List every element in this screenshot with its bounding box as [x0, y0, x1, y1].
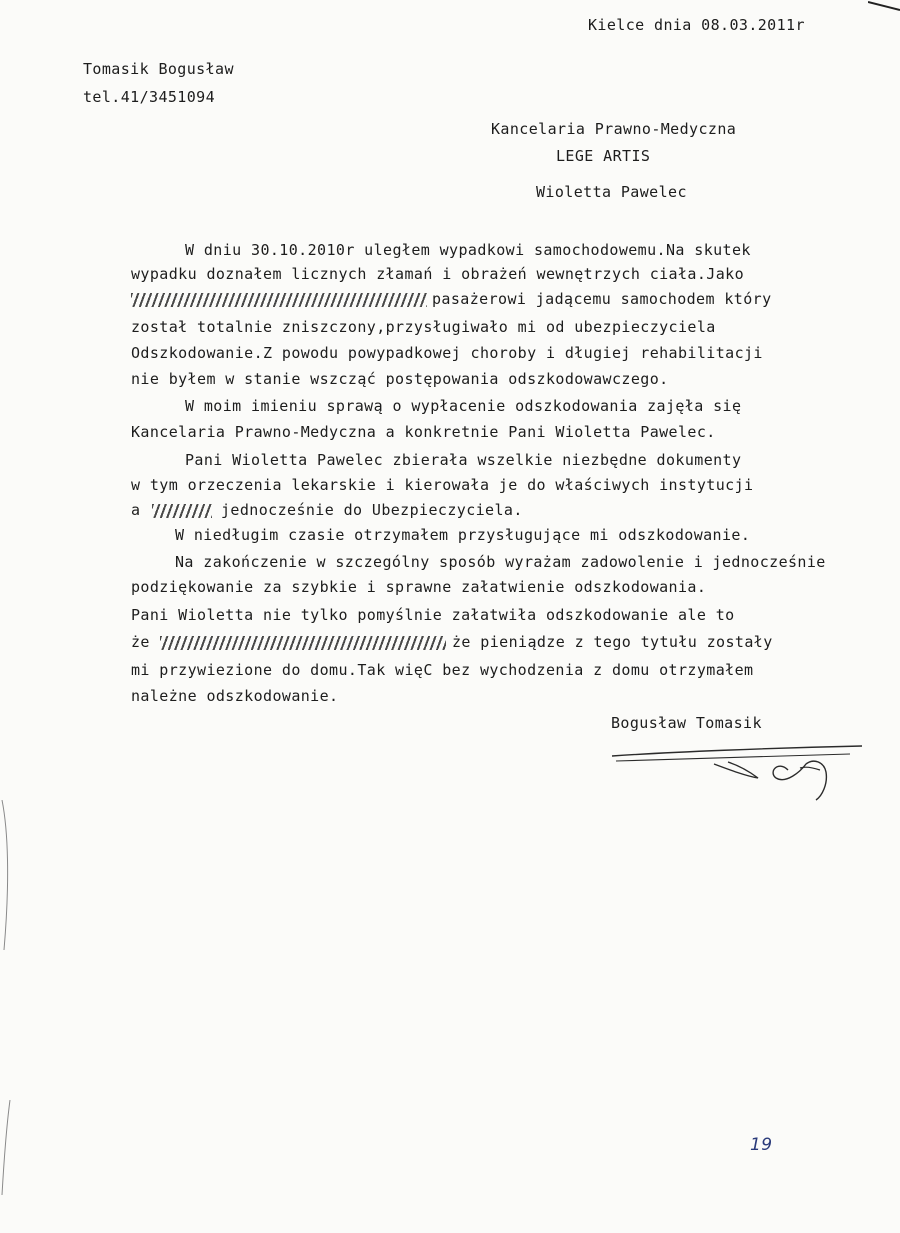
typed-signature-name: Bogusław Tomasik — [611, 714, 762, 732]
corner-mark — [868, 0, 900, 14]
body-line: W niedługim czasie otrzymałem przysługujące mi odszkodowanie. — [175, 526, 751, 544]
body-line: w tym orzeczenia lekarskie i kierowała je do właściwych instytucji — [131, 476, 754, 494]
body-line: Na zakończenie w szczególny sposób wyrażam zadowolenie i jednocześnie — [175, 553, 826, 571]
binding-mark — [0, 1100, 12, 1200]
crossed-out-text — [152, 504, 212, 518]
sender-phone: tel.41/3451094 — [83, 88, 216, 106]
crossed-out-text — [131, 293, 427, 307]
body-line: pasażerowi jadącemu samochodem który — [432, 290, 772, 308]
body-line: a — [131, 501, 141, 519]
body-line: mi przywiezione do domu.Tak więC bez wychodzenia z domu otrzymałem — [131, 661, 754, 679]
body-line: nie byłem w stanie wszcząć postępowania odszkodowawczego. — [131, 370, 669, 388]
body-line: W dniu 30.10.2010r uległem wypadkowi samochodowemu.Na skutek — [185, 241, 751, 259]
page-number-handwritten: 19 — [750, 1135, 773, 1155]
crossed-out-text — [160, 636, 446, 650]
body-line: że pieniądze z tego tytułu zostały — [452, 633, 773, 651]
body-line: W moim imieniu sprawą o wypłacenie odszkodowania zajęła się — [185, 397, 742, 415]
place-date: Kielce dnia 08.03.2011r — [588, 16, 805, 34]
body-line: należne odszkodowanie. — [131, 687, 339, 705]
body-line: został totalnie zniszczony,przysługiwało mi od ubezpieczyciela — [131, 318, 716, 336]
recipient-line-2: LEGE ARTIS — [556, 147, 651, 165]
recipient-line-3: Wioletta Pawelec — [536, 183, 687, 201]
body-line: wypadku doznałem licznych złamań i obrażeń wewnętrzych ciała.Jako — [131, 265, 744, 283]
sender-name: Tomasik Bogusław — [83, 60, 234, 78]
handwritten-signature — [610, 742, 870, 812]
body-line: Odszkodowanie.Z powodu powypadkowej choroby i długiej rehabilitacji — [131, 344, 763, 362]
body-line: Pani Wioletta nie tylko pomyślnie załatwiła odszkodowanie ale to — [131, 606, 735, 624]
body-line: podziękowanie za szybkie i sprawne załatwienie odszkodowania. — [131, 578, 707, 596]
binding-mark — [0, 800, 12, 960]
body-line: że — [131, 633, 150, 651]
body-line: Pani Wioletta Pawelec zbierała wszelkie niezbędne dokumenty — [185, 451, 742, 469]
body-line: Kancelaria Prawno-Medyczna a konkretnie Pani Wioletta Pawelec. — [131, 423, 716, 441]
recipient-line-1: Kancelaria Prawno-Medyczna — [491, 120, 737, 138]
body-line: jednocześnie do Ubezpieczyciela. — [221, 501, 523, 519]
